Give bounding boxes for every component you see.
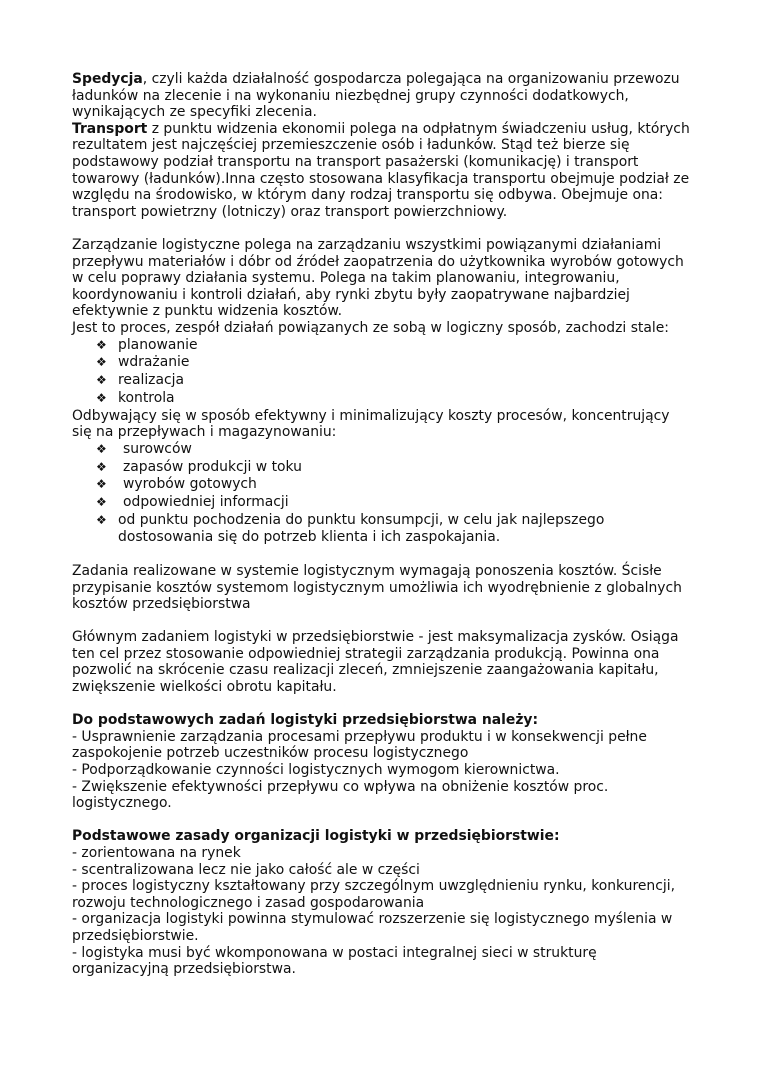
spedycja-text: , czyli każda działalność gospodarcza polegająca na organizowaniu przewozu ładunków na zlecenie i na wykonaniu niezbędnej grupy czynności dodatkowych, wynikających ze specyfiki zlecenia. bbox=[72, 71, 680, 121]
list-item: ❖ zapasów produkcji w toku bbox=[96, 458, 302, 475]
principles-heading: Podstawowe zasady organizacji logistyki w przedsiębiorstwie: bbox=[72, 828, 560, 845]
list-item: - zorientowana na rynek bbox=[72, 845, 241, 861]
costs-paragraph: Zadania realizowane w systemie logistycznym wymagają ponoszenia kosztów. Ścisłe przypisanie kosztów systemom logistycznym umożliwia ich wyodrębnienie z globalnych kosztów przedsiębiorstwa bbox=[72, 562, 682, 613]
diamond-bullet-icon: ❖ bbox=[96, 373, 107, 388]
diamond-bullet-icon: ❖ bbox=[96, 337, 107, 352]
transport-text: z punktu widzenia ekonomii polega na odpłatnym świadczeniu usług, których rezultatem jest najczęściej przemieszczenie osób i ładunków. Stąd też bierze się podstawowy podział transportu na transport pasażerski (komunikację) i transport towarowy (ładunków).Inna często stosowana klasyfikacja transportu obejmuje podział ze względu na środowisko, w którym dany rodzaj transportu się odbywa. Obejmuje ona: transport powietrzny (lotniczy) oraz transport powierzchniowy. bbox=[72, 120, 690, 220]
spedycja-term: Spedycja bbox=[72, 71, 143, 87]
diamond-bullet-icon: ❖ bbox=[96, 495, 107, 510]
process-line: Jest to proces, zespół działań powiązanych ze sobą w logiczny sposób, zachodzi stale: bbox=[72, 319, 669, 336]
spedycja-paragraph bbox=[72, 71, 690, 121]
flow-list bbox=[72, 441, 690, 545]
list-item: ❖ realizacja bbox=[96, 372, 184, 389]
diamond-bullet-icon: ❖ bbox=[96, 441, 107, 456]
management-paragraph: Zarządzanie logistyczne polega na zarządzaniu wszystkimi powiązanymi działaniami przepływu materiałów i dóbr od źródeł zaopatrzenia do użytkownika wyrobów gotowych w celu poprawy działania systemu. Polega na takim planowaniu, integrowaniu, koordynowaniu i kontroli działań, aby rynki zbytu były zaopatrywane najbardziej efektywnie z punktu widzenia kosztów. bbox=[72, 236, 684, 320]
list-item: - Podporządkowanie czynności logistycznych wymogom kierownictwa. bbox=[72, 762, 560, 779]
diamond-bullet-icon: ❖ bbox=[96, 390, 107, 405]
list-item: - proces logistyczny kształtowany przy szczególnym uwzględnieniu rynku, konkurencji, rozwoju technologicznego i zasad gospodarowania bbox=[72, 878, 675, 911]
flow-line: Odbywający się w sposób efektywny i minimalizujący koszty procesów, koncentrujący się na przepływach i magazynowaniu: bbox=[72, 407, 670, 441]
transport-paragraph bbox=[72, 121, 690, 221]
list-item: - logistyka musi być wkomponowana w postaci integralnej sieci w strukturę organizacyjną przedsiębiorstwa. bbox=[72, 944, 597, 978]
process-list bbox=[72, 337, 690, 407]
list-item: - Usprawnienie zarządzania procesami przepływu produktu i w konsekwencji pełne zaspokojenie potrzeb uczestników procesu logistycznego bbox=[72, 728, 647, 762]
list-item: ❖ od punktu pochodzenia do punktu konsumpcji, w celu jak najlepszego dostosowania się do potrzeb klienta i ich zaspokajania. bbox=[96, 511, 605, 545]
tasks-heading: Do podstawowych zadań logistyki przedsiębiorstwa należy: bbox=[72, 712, 539, 729]
list-item: - scentralizowana lecz nie jako całość ale w części bbox=[72, 861, 420, 878]
diamond-bullet-icon: ❖ bbox=[96, 512, 107, 527]
goal-paragraph: Głównym zadaniem logistyki w przedsiębiorstwie - jest maksymalizacja zysków. Osiąga ten cel przez stosowanie odpowiedniej strategii zarządzania produkcją. Powinna ona pozwolić na skrócenie czasu realizacji zleceń, zmniejszenie zaangażowania kapitału, zwiększenie wielkości obrotu kapitału. bbox=[72, 629, 679, 696]
list-item: ❖ odpowiedniej informacji bbox=[96, 494, 289, 511]
diamond-bullet-icon: ❖ bbox=[96, 355, 107, 370]
list-item: - organizacja logistyki powinna stymulować rozszerzenie się logistycznego myślenia w przedsiębiorstwie. bbox=[72, 911, 673, 944]
transport-term: Transport bbox=[72, 120, 148, 137]
list-item: ❖ surowców bbox=[96, 440, 192, 457]
list-item: - Zwiększenie efektywności przepływu co wpływa na obniżenie kosztów proc. logistycznego. bbox=[72, 778, 609, 812]
diamond-bullet-icon: ❖ bbox=[96, 459, 107, 474]
diamond-bullet-icon: ❖ bbox=[96, 477, 107, 492]
list-item: ❖ kontrola bbox=[96, 389, 175, 406]
list-item: ❖ wyrobów gotowych bbox=[96, 476, 257, 493]
document-page bbox=[72, 71, 690, 978]
list-item: ❖ planowanie bbox=[96, 336, 198, 353]
list-item: ❖ wdrażanie bbox=[96, 354, 190, 371]
